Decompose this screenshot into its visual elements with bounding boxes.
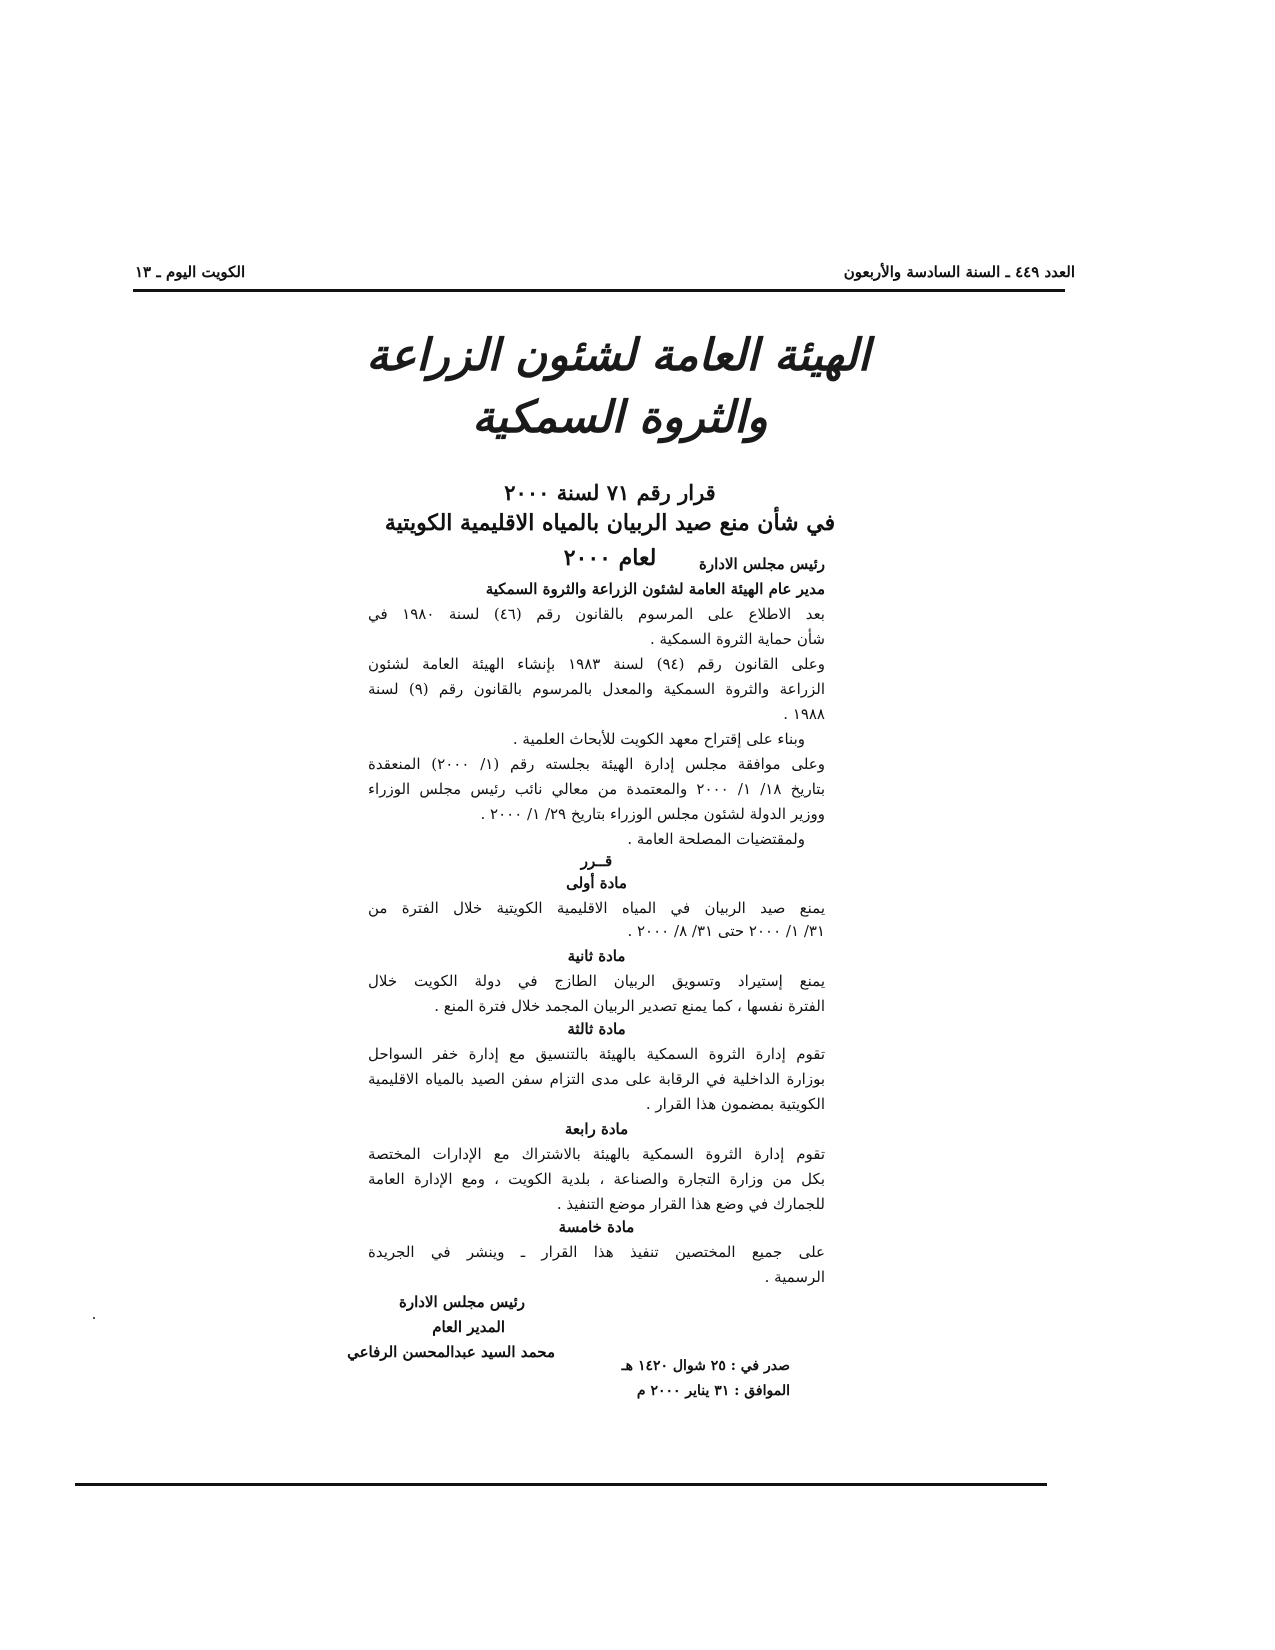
preamble-line: وعلى القانون رقم (٩٤) لسنة ١٩٨٣ بإنشاء الهيئة العامة لشئون [368, 655, 825, 673]
article-line: على جميع المختصين تنفيذ هذا القرار ـ وينشر في الجريدة [368, 1243, 825, 1261]
article-heading: مادة ثانية [567, 947, 626, 965]
article-line: الفترة نفسها ، كما يمنع تصدير الربيان المجمد خلال فترة المنع . [434, 997, 825, 1015]
decision-year-title: لعام ٢٠٠٠ [563, 545, 657, 571]
article-line: ٣١/ ١/ ٢٠٠٠ حتى ٣١/ ٨/ ٢٠٠٠ . [627, 922, 825, 940]
article-heading: مادة خامسة [558, 1218, 635, 1236]
scan-speck [93, 1317, 95, 1319]
header-rule [133, 289, 1065, 292]
article-line: يمنع إستيراد وتسويق الربيان الطازج في دولة الكويت خلال [368, 972, 825, 990]
issued-date-hijri: صدر في : ٢٥ شوال ١٤٢٠ هـ [621, 1358, 790, 1374]
preamble-director: مدير عام الهيئة العامة لشئون الزراعة والثروة السمكية [485, 580, 825, 598]
issued-date-gregorian: الموافق : ٣١ يناير ٢٠٠٠ م [636, 1383, 790, 1399]
decided-heading: قــرر [580, 852, 613, 870]
preamble-line: وعلى موافقة مجلس إدارة الهيئة بجلسته رقم (١/ ٢٠٠٠) المنعقدة [368, 755, 826, 773]
signature-name: محمد السيد عبدالمحسن الرفاعي [347, 1343, 555, 1361]
decision-number-title: قرار رقم ٧١ لسنة ٢٠٠٠ [504, 480, 716, 505]
preamble-line: ووزير الدولة لشئون مجلس الوزراء بتاريخ ٢٩/ ١/ ٢٠٠٠ . [480, 805, 825, 823]
preamble-line: وبناء على إقتراح معهد الكويت للأبحاث العلمية . [512, 730, 805, 748]
decision-subject-title: في شأن منع صيد الربيان بالمياه الاقليمية الكويتية [384, 510, 836, 536]
article-line: بكل من وزارة التجارة والصناعة ، بلدية الكويت ، ومع الإدارة العامة [368, 1170, 825, 1188]
preamble-chairman: رئيس مجلس الادارة [699, 555, 825, 573]
issue-number-header: العدد ٤٤٩ ـ السنة السادسة والأربعون [843, 263, 1075, 281]
preamble-line: شأن حماية الثروة السمكية . [649, 630, 825, 648]
article-heading: مادة ثالثة [567, 1020, 626, 1038]
article-line: الرسمية . [764, 1268, 825, 1286]
article-line: تقوم إدارة الثروة السمكية بالهيئة بالاشتراك مع الإدارات المختصة [368, 1145, 825, 1163]
preamble-line: الزراعة والثروة السمكية والمعدل بالمرسوم بالقانون رقم (٩) لسنة [368, 680, 826, 698]
signature-director: المدير العام [432, 1318, 505, 1336]
article-heading: مادة رابعة [564, 1120, 629, 1138]
authority-logo-line-2: والثروة السمكية [472, 392, 768, 443]
article-line: يمنع صيد الربيان في المياه الاقليمية الكويتية خلال الفترة من [368, 899, 825, 917]
article-line: الكويتية بمضمون هذا القرار . [645, 1095, 825, 1113]
article-line: للجمارك في وضع هذا القرار موضع التنفيذ . [556, 1195, 825, 1213]
publication-page-header: الكويت اليوم ـ ١٣ [135, 263, 246, 281]
preamble-line: بعد الاطلاع على المرسوم بالقانون رقم (٤٦) لسنة ١٩٨٠ في [368, 605, 825, 623]
signature-chairman: رئيس مجلس الادارة [399, 1293, 525, 1311]
preamble-line: بتاريخ ١٨/ ١/ ٢٠٠٠ والمعتمدة من معالي نائب رئيس مجلس الوزراء [368, 780, 825, 798]
preamble-line: ١٩٨٨ . [783, 705, 825, 723]
footer-rule [75, 1483, 1047, 1486]
article-line: بوزارة الداخلية في الرقابة على مدى التزام سفن الصيد بالمياه الاقليمية [368, 1070, 825, 1088]
authority-logo-line-1: الهيئة العامة لشئون الزراعة [366, 330, 870, 381]
preamble-line: ولمقتضيات المصلحة العامة . [627, 830, 805, 848]
article-heading: مادة أولى [566, 874, 627, 892]
article-line: تقوم إدارة الثروة السمكية بالهيئة بالتنسيق مع إدارة خفر السواحل [368, 1045, 825, 1063]
